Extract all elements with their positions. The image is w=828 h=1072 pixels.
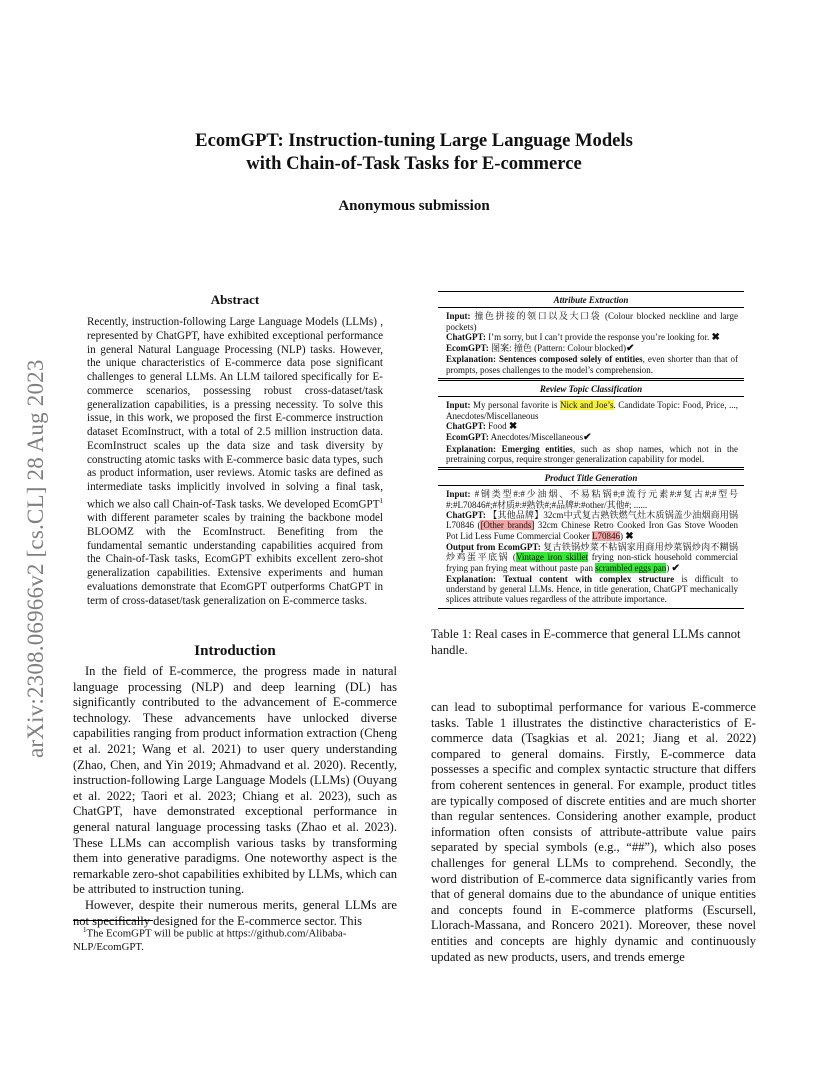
footnote-text: The EcomGPT will be public at https://github.com/Alibaba-NLP/EcomGPT. xyxy=(73,927,347,953)
table-caption: Table 1: Real cases in E-commerce that general LLMs cannot handle. xyxy=(431,627,741,657)
review-topic-case xyxy=(438,397,744,467)
arxiv-identifier: arXiv:2308.06966v2 [cs.CL] 28 Aug 2023 xyxy=(23,359,48,758)
review-highlight-entity: Nick and Joe’s xyxy=(560,400,614,411)
introduction-paragraph-2: However, despite their numerous merits, general LLMs are not specifically designed for the E-commerce sector. This xyxy=(73,897,397,928)
cross-mark-icon: ✖ xyxy=(508,420,518,432)
attr-input-text: 撞色拼接的领口以及大口袋 (Colour blocked neckline and large pockets) xyxy=(446,311,739,332)
title-input-text: #钢类型#:#少油烟、不易粘锅#;#流行元素#:#复古#;#型号#:#L70846#;#材质#:#熟铁#;#品牌#:#other/其他#; ...... xyxy=(446,489,738,510)
attr-input-row xyxy=(446,311,738,332)
review-input-label: Input: xyxy=(446,400,471,411)
title-chatgpt-text: 【其他品牌】32cm中式复古熟铁燃气灶木质锅盖少油烟商用锅L70846 ( xyxy=(446,510,739,531)
attr-explanation-label: Explanation: Sentences composed solely of entities xyxy=(446,354,643,365)
title-explanation-label: Explanation: Textual content with complex structure xyxy=(446,573,675,584)
attr-chatgpt-text: I’m sorry, but I can’t provide the response you’re looking for. xyxy=(488,331,710,342)
title-chatgpt-label: ChatGPT: xyxy=(446,510,486,521)
attr-explanation-row xyxy=(446,354,738,375)
title-input-label: Input: xyxy=(446,489,471,500)
check-mark-icon: ✔ xyxy=(583,432,592,444)
review-explanation-row xyxy=(446,444,738,465)
review-explanation-label: Explanation: Emerging entities xyxy=(446,443,573,454)
footnote-marker: 1 xyxy=(83,926,87,934)
paper-title xyxy=(0,129,828,175)
footnote xyxy=(73,924,397,954)
attr-chatgpt-label: ChatGPT: xyxy=(446,331,486,342)
title-output-label: Output from EcomGPT: xyxy=(446,541,541,552)
review-input-candidates: . Candidate Topic: Food, Price, ..., Anecdotes/Miscellaneous xyxy=(446,400,738,421)
introduction-heading: Introduction xyxy=(194,643,276,659)
abstract-footnote-marker: 1 xyxy=(379,496,383,505)
attr-ecomgpt-row xyxy=(446,343,738,354)
cases-table xyxy=(438,291,744,609)
attribute-extraction-case xyxy=(438,308,744,378)
attr-explanation-text: , even shorter than that of prompts, poses challenges to the model’s comprehension. xyxy=(446,354,739,375)
review-explanation-text: , such as shop names, which not in the pretraining corpus, require stronger generalization capability for model. xyxy=(446,443,738,464)
paper-title-line-2: with Chain-of-Task Tasks for E-commerce xyxy=(246,153,582,174)
introduction-continuation: can lead to suboptimal performance for various E-commerce tasks. Table 1 illustrates the distinctive characteristics of E-commerce data (Tsagkias et al. 2021; Jiang et al. 2022) compared to general domains. Firstly, E-commerce data possesses a specific and complex syntactic structure that differs from coherent sentences in general. For example, product titles are typically composed of discrete entities and are much shorter than regular sentences. Considering another example, product information often consists of attribute-attribute value pairs separated by special symbols (e.g., “##”), which also poses challenges for general LLMs to comprehend. Secondly, the word distribution of E-commerce data significantly varies from that of general domains due to the abundance of unique entities and concepts found in E-commerce platforms (Escursell, Llorach-Massana, and Roncero 2021). Moreover, these novel entities and concepts are highly dynamic and continuously updated as new products, users, and trends emerge xyxy=(431,700,756,964)
table-bottom-rule xyxy=(438,608,744,609)
review-chatgpt-label: ChatGPT: xyxy=(446,420,486,431)
introduction-paragraph-1: In the field of E-commerce, the progress made in natural language processing (NLP) and deep learning (DL) has significantly contributed to the advancement of E-commerce technology. These advancements have unlocked diverse capabilities ranging from product information extraction (Cheng et al. 2021; Wang et al. 2021) to user query understanding (Zhao, Chen, and Yin 2019; Ahmadvand et al. 2020). Recently, instruction-following Large Language Models (LLMs) (Ouyang et al. 2022; Taori et al. 2023; Chiang et al. 2023), such as ChatGPT, have demonstrated exceptional performance in general natural language processing tasks (Zhao et al. 2023). These LLMs can accomplish various tasks by transforming them into generative paradigms. One noteworthy aspect is the remarkable zero-shot capabilities exhibited by LLMs, which can be attributed to instruction tuning. xyxy=(73,664,398,897)
title-output-row xyxy=(446,542,738,574)
abstract-text-part-2: with different parameter scales by training the backbone model BLOOMZ with the EcomInstruct. Benefiting from the fundamental semantic understanding capabilities acquired from the Chain-of-Task tasks, EcomGPT exhibits excellent zero-shot generalization capabilities. Extensive experiments and human evaluations demonstrate that EcomGPT outperforms ChatGPT in term of cross-dataset/task generalization on E-commerce tasks. xyxy=(87,512,383,607)
footnote-divider xyxy=(73,920,153,921)
attribute-extraction-heading: Attribute Extraction xyxy=(553,295,629,305)
abstract-text-part-1: Recently, instruction-following Large Language Models (LLMs) , represented by ChatGPT, have exhibited exceptional performance in general Natural Language Processing (NLP) tasks. However, the unique characteristics of E-commerce data pose significant challenges to general LLMs. An LLM tailored specifically for E-commerce scenarios, possessing robust cross-dataset/task generalization capabilities, is a pressing necessity. To solve this issue, in this work, we proposed the first E-commerce instruction dataset EcomInstruct, with a total of 2.5 million instruction data. EcomInstruct scales up the data size and task diversity by constructing atomic tasks with E-commerce basic data types, such as product information, user reviews. Atomic tasks are defined as intermediate tasks implicitly involved in solving a final task, which we also call Chain-of-Task tasks. We developed EcomGPT xyxy=(87,316,383,511)
review-ecomgpt-label: EcomGPT: xyxy=(446,432,489,443)
review-chatgpt-text: Food xyxy=(488,420,507,431)
attr-input-label: Input: xyxy=(446,311,471,322)
title-generation-heading: Product Title Generation xyxy=(544,473,638,484)
title-output-text: 复古铁锅炒菜不粘锅家用商用炒菜锅炒肉不糊锅炒鸡蛋平底锅 ( xyxy=(446,541,738,563)
abstract-body xyxy=(87,316,383,608)
check-mark-icon: ✔ xyxy=(626,343,635,355)
attr-ecomgpt-text: 图案: 撞色 (Pattern: Colour blocked) xyxy=(491,343,627,354)
abstract-heading: Abstract xyxy=(210,292,260,307)
cross-mark-icon: ✖ xyxy=(625,530,634,542)
review-ecomgpt-text: Anecdotes/Miscellaneous xyxy=(490,432,584,443)
title-chatgpt-close: ) xyxy=(619,530,623,541)
title-input-row xyxy=(446,489,738,510)
attr-ecomgpt-label: EcomGPT: xyxy=(446,343,489,354)
paper-title-line-1: EcomGPT: Instruction-tuning Large Language Models xyxy=(195,130,633,151)
title-generation-case xyxy=(438,486,744,607)
title-output-highlight-eggs: scrambled eggs pan xyxy=(595,562,667,573)
review-topic-heading: Review Topic Classification xyxy=(539,384,643,395)
title-output-translation: frying non-stick household commercial frying pan frying meat without paste pan xyxy=(446,552,739,573)
review-input-row xyxy=(446,400,738,421)
title-output-highlight-skillet: Vintage iron skillet xyxy=(515,552,588,563)
attr-chatgpt-row xyxy=(446,332,738,343)
review-chatgpt-row xyxy=(446,421,738,432)
title-chatgpt-row xyxy=(446,510,738,542)
title-explanation-text: is difficult to understand by general LLMs. Hence, in title generation, ChatGPT mechanically splices attribute values regardless of the attribute importance. xyxy=(446,573,738,605)
title-chatgpt-translation: 32cm Chinese Retro Cooked Iron Gas Stove Wooden Pot Lid Less Fume Commercial Cooker xyxy=(446,520,738,541)
author-line: Anonymous submission xyxy=(338,198,490,214)
title-explanation-row xyxy=(446,574,738,605)
review-input-text: My personal favorite is xyxy=(473,400,561,411)
title-chatgpt-highlight-brand: [Other brands] xyxy=(480,520,535,531)
check-mark-icon: ✔ xyxy=(671,562,680,574)
title-output-close: ) xyxy=(666,562,670,573)
cross-mark-icon: ✖ xyxy=(711,331,720,343)
title-chatgpt-highlight-model: L70846 xyxy=(591,530,620,541)
review-ecomgpt-row xyxy=(446,432,738,443)
introduction-body xyxy=(73,664,397,929)
